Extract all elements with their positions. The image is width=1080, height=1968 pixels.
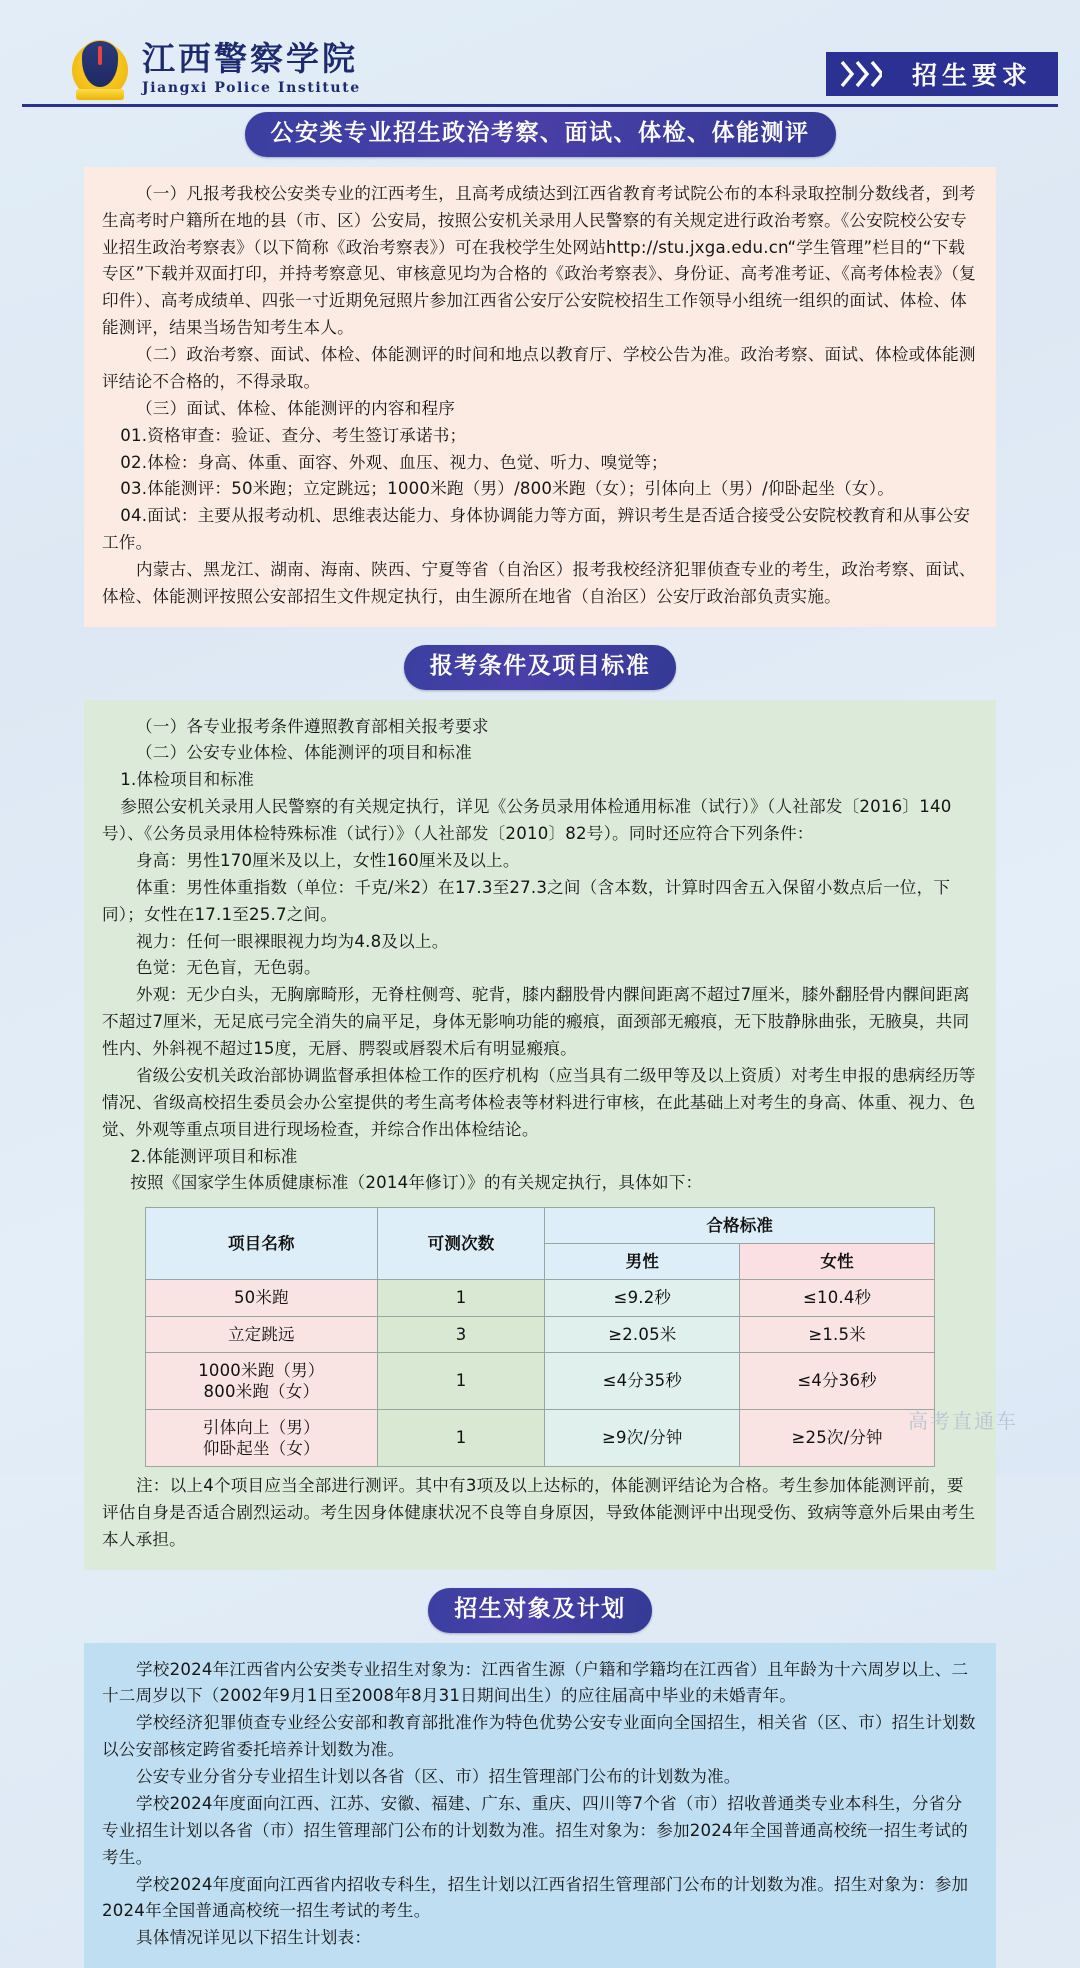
- table-row: [146, 1352, 935, 1409]
- cell-female-standard: ≤4分36秒: [740, 1352, 935, 1409]
- paragraph: 03.体能测评：50米跑；立定跳远；1000米跑（男）/800米跑（女）；引体向上（男）/仰卧起坐（女）。: [102, 476, 978, 503]
- paragraph: 外观：无少白头，无胸廓畸形，无脊柱侧弯、驼背，膝内翻股骨内髁间距离不超过7厘米，膝外翻胫骨内髁间距离不超过7厘米，无足底弓完全消失的扁平足，身体无影响功能的瘢痕，面颈部无瘢痕，无下肢静脉曲张，无腋臭，共同性内、外斜视不超过15度，无唇、腭裂或唇裂术后有明显瘢痕。: [102, 982, 978, 1063]
- cell-male-standard: ≥9次/分钟: [545, 1409, 740, 1466]
- section3-body: [84, 1643, 996, 1968]
- paragraph: 01.资格审查：验证、查分、考生签订承诺书；: [102, 423, 978, 450]
- paragraph: （一）各专业报考条件遵照教育部相关报考要求: [102, 714, 978, 741]
- paragraph: （一）凡报考我校公安类专业的江西考生，且高考成绩达到江西省教育考试院公布的本科录取控制分数线者，到考生高考时户籍所在地的县（市、区）公安局，按照公安机关录用人民警察的有关规定进行政治考察。《公安院校公安专业招生政治考察表》（以下简称《政治考察表》）可在我校学生处网站http://stu.jxga.edu.cn“学生管理”栏目的“下载专区”下载并双面打印，并持考察意见、审核意见均为合格的《政治考察表》、身份证、高考准考证、《高考体检表》（复印件）、高考成绩单、四张一寸近期免冠照片参加江西省公安厅公安院校招生工作领导小组统一组织的面试、体检、体能测评，结果当场告知考生本人。: [102, 181, 978, 342]
- paragraph: （三）面试、体检、体能测评的内容和程序: [102, 396, 978, 423]
- col-header-female: 女性: [740, 1244, 935, 1280]
- paragraph: 身高：男性170厘米及以上，女性160厘米及以上。: [102, 848, 978, 875]
- cell-female-standard: ≥1.5米: [740, 1316, 935, 1352]
- section2-title-wrap: [0, 645, 1080, 690]
- paragraph: 内蒙古、黑龙江、湖南、海南、陕西、宁夏等省（自治区）报考我校经济犯罪侦查专业的考生，政治考察、面试、体检、体能测评按照公安部招生文件规定执行，由生源所在地省（自治区）公安厅政治部负责实施。: [102, 557, 978, 611]
- cell-item-name: 1000米跑（男） 800米跑（女）: [146, 1352, 378, 1409]
- section2-title: 报考条件及项目标准: [404, 645, 677, 690]
- col-header-item-name: 项目名称: [146, 1208, 378, 1280]
- logo-title-cn: 江西警察学院: [142, 42, 361, 77]
- police-badge-icon: [72, 38, 128, 100]
- paragraph: 色觉：无色盲，无色弱。: [102, 955, 978, 982]
- paragraph: 学校2024年江西省内公安类专业招生对象为：江西省生源（户籍和学籍均在江西省）且年龄为十六周岁以上、二十二周岁以下（2002年9月1日至2008年8月31日期间出生）的应往届高中毕业的未婚青年。: [102, 1657, 978, 1711]
- paragraph: 具体情况详见以下招生计划表：: [102, 1925, 978, 1952]
- col-header-standard: 合格标准: [545, 1208, 935, 1244]
- cell-attempts: 1: [377, 1280, 545, 1316]
- cell-male-standard: ≤9.2秒: [545, 1280, 740, 1316]
- cell-item-name: 引体向上（男） 仰卧起坐（女）: [146, 1409, 378, 1466]
- cell-item-name: 50米跑: [146, 1280, 378, 1316]
- cell-male-standard: ≥2.05米: [545, 1316, 740, 1352]
- section1-title: 公安类专业招生政治考察、面试、体检、体能测评: [245, 112, 836, 157]
- paragraph: 按照《国家学生体质健康标准（2014年修订）》的有关规定执行，具体如下：: [102, 1170, 978, 1197]
- header-banner: [826, 52, 1058, 96]
- col-header-male: 男性: [545, 1244, 740, 1280]
- banner-title: 招生要求: [882, 52, 1058, 96]
- section3-title: 招生对象及计划: [428, 1588, 652, 1633]
- table-body: [146, 1280, 935, 1467]
- section1-title-wrap: [0, 112, 1080, 157]
- paragraph: 2.体能测评项目和标准: [102, 1144, 978, 1171]
- cell-female-standard: ≥25次/分钟: [740, 1409, 935, 1466]
- chevron-right-icon: [840, 59, 855, 89]
- paragraph: 参照公安机关录用人民警察的有关规定执行，详见《公务员录用体检通用标准（试行）》（人社部发〔2016〕140号）、《公务员录用体检特殊标准（试行）》（人社部发〔2010〕82号）。同时还应符合下列条件：: [102, 794, 978, 848]
- page-header: [0, 0, 1080, 112]
- paragraph: 02.体检：身高、体重、面容、外观、血压、视力、色觉、听力、嗅觉等；: [102, 450, 978, 477]
- section1-body: [84, 167, 996, 627]
- table-note: 注：以上4个项目应当全部进行测评。其中有3项及以上达标的，体能测评结论为合格。考生参加体能测评前，要评估自身是否适合剧烈运动。考生因身体健康状况不良等自身原因，导致体能测评中出现受伤、致病等意外后果由考生本人承担。: [102, 1473, 978, 1554]
- section2-body: [84, 700, 996, 1570]
- chevron-right-icon: [855, 59, 870, 89]
- cell-female-standard: ≤10.4秒: [740, 1280, 935, 1316]
- fitness-standards-table: [145, 1207, 935, 1467]
- section3-title-wrap: [0, 1588, 1080, 1633]
- cell-attempts: 1: [377, 1409, 545, 1466]
- table-head: [146, 1208, 935, 1280]
- paragraph: 04.面试：主要从报考动机、思维表达能力、身体协调能力等方面，辨识考生是否适合接受公安院校教育和从事公安工作。: [102, 503, 978, 557]
- col-header-attempts: 可测次数: [377, 1208, 545, 1280]
- paragraph: 体重：男性体重指数（单位：千克/米2）在17.3至27.3之间（含本数，计算时四舍五入保留小数点后一位，下同）；女性在17.1至25.7之间。: [102, 875, 978, 929]
- paragraph: 公安专业分省分专业招生计划以各省（区、市）招生管理部门公布的计划数为准。: [102, 1764, 978, 1791]
- table-header-row: [146, 1208, 935, 1244]
- fitness-table-wrap: [102, 1207, 978, 1467]
- paragraph: 视力：任何一眼裸眼视力均为4.8及以上。: [102, 929, 978, 956]
- header-divider: [22, 104, 1058, 107]
- cell-attempts: 1: [377, 1352, 545, 1409]
- paragraph: 学校2024年度面向江西省内招收专科生，招生计划以江西省招生管理部门公布的计划数为准。招生对象为：参加2024年全国普通高校统一招生考试的考生。: [102, 1872, 978, 1926]
- table-row: [146, 1280, 935, 1316]
- table-row: [146, 1409, 935, 1466]
- paragraph: （二）公安专业体检、体能测评的项目和标准: [102, 740, 978, 767]
- institution-logo: [72, 38, 361, 100]
- paragraph: 省级公安机关政治部协调监督承担体检工作的医疗机构（应当具有二级甲等及以上资质）对考生申报的患病经历等情况、省级高校招生委员会办公室提供的考生高考体检表等材料进行审核，在此基础上对考生的身高、体重、视力、色觉、外观等重点项目进行现场检查，并综合作出体检结论。: [102, 1063, 978, 1144]
- logo-title-en: Jiangxi Police Institute: [142, 80, 361, 96]
- paragraph: 学校经济犯罪侦查专业经公安部和教育部批准作为特色优势公安专业面向全国招生，相关省（区、市）招生计划数以公安部核定跨省委托培养计划数为准。: [102, 1710, 978, 1764]
- cell-male-standard: ≤4分35秒: [545, 1352, 740, 1409]
- cell-item-name: 立定跳远: [146, 1316, 378, 1352]
- paragraph: 学校2024年度面向江西、江苏、安徽、福建、广东、重庆、四川等7个省（市）招收普通类专业本科生，分省分专业招生计划以各省（市）招生管理部门公布的计划数为准。招生对象为：参加2024年全国普通高校统一招生考试的考生。: [102, 1791, 978, 1872]
- paragraph: （二）政治考察、面试、体检、体能测评的时间和地点以教育厅、学校公告为准。政治考察、面试、体检或体能测评结论不合格的，不得录取。: [102, 342, 978, 396]
- table-row: [146, 1316, 935, 1352]
- cell-attempts: 3: [377, 1316, 545, 1352]
- logo-text: [142, 42, 361, 96]
- paragraph: 1.体检项目和标准: [102, 767, 978, 794]
- watermark: 高考直通车: [908, 1405, 1018, 1434]
